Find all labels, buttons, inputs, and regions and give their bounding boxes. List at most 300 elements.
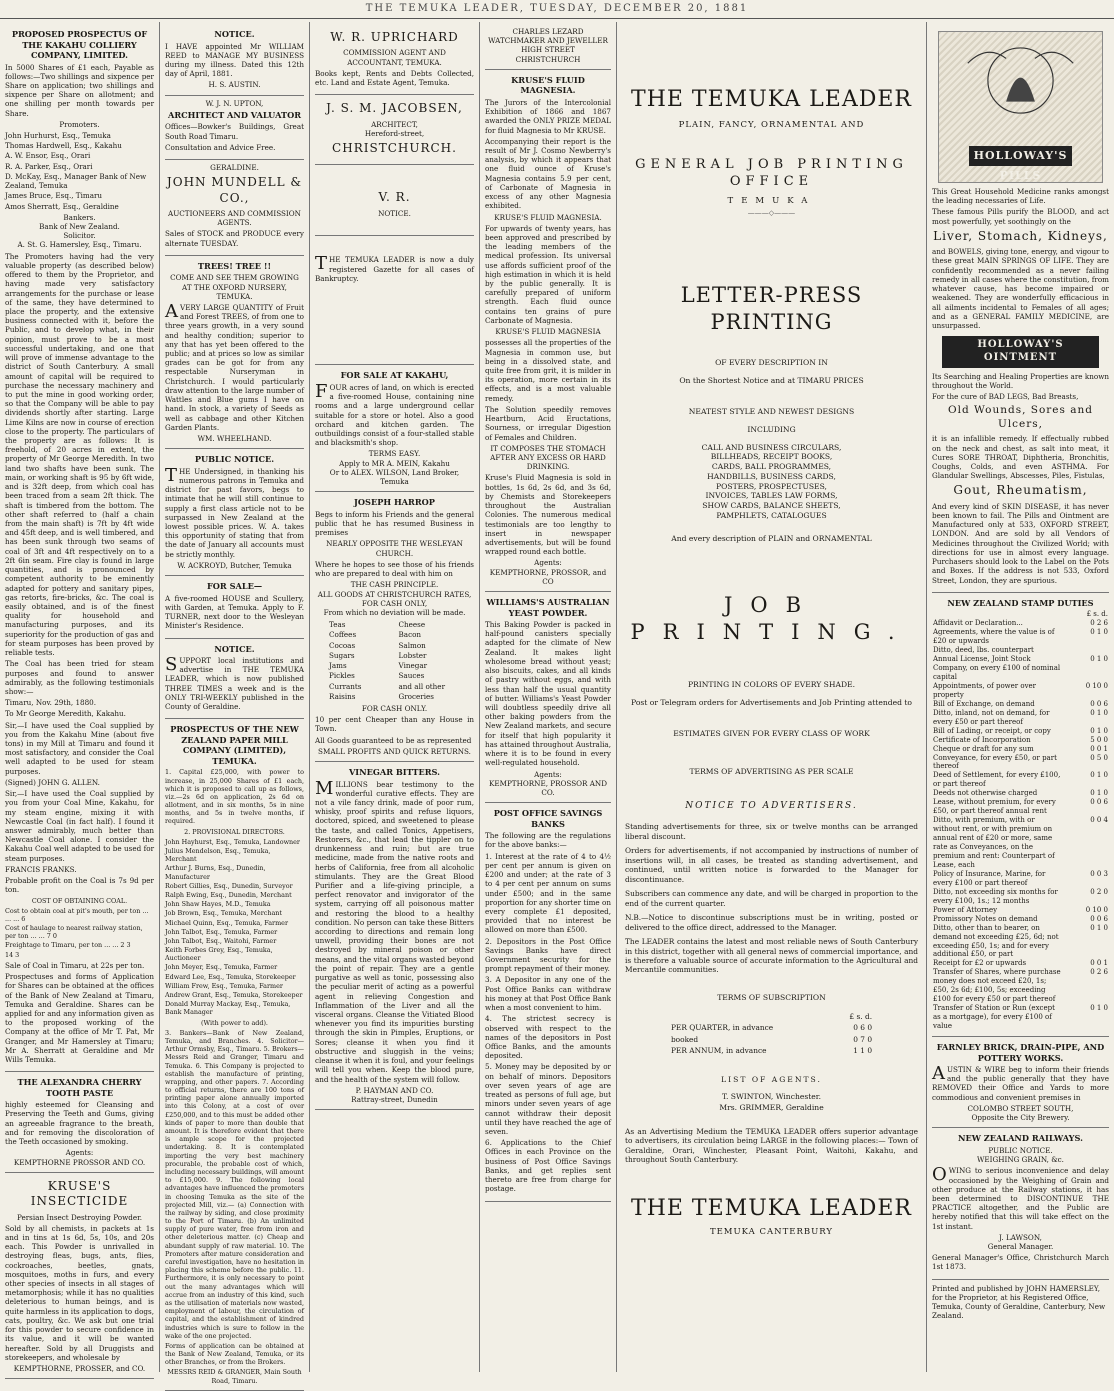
kruse-agents-heading: Agents:: [534, 558, 562, 568]
promoter-item: James Bruce, Esq., Timaru: [5, 191, 103, 201]
farnley-opposite: Opposite the City Brewery.: [971, 1113, 1070, 1123]
printing-item: PAMPHLETS, CATALOGUES: [716, 510, 827, 520]
duty-item: Affidavit or Declaration...: [933, 619, 1023, 628]
paper-mill-signature: MESSRS REID & GRANGER, Main South Road, Timaru.: [167, 1368, 302, 1385]
gazette-body: THE TEMUKA LEADER is now a duly registered Gazette for all cases of Bankruptcy.: [315, 253, 474, 283]
stamp-duties-table: [932, 610, 1109, 1031]
duty-value: 0 1 0: [1090, 789, 1108, 798]
duty-row: [932, 682, 1109, 700]
savings-bank-intro: The following are the regulations for the above banks:—: [485, 831, 611, 850]
reed-notice-title: NOTICE.: [214, 29, 255, 39]
crest-figure-icon: [939, 32, 1102, 152]
subscription-label: PER ANNUM, in advance: [670, 1046, 767, 1056]
paper-mill-prospectus: [165, 719, 304, 1391]
letterpress-heading: LETTER-PRESS PRINTING: [680, 283, 863, 334]
duty-item: Agreements, where the value is of £20 or upwards: [933, 628, 1055, 646]
williams-title: WILLIAMS'S AUSTRALIAN YEAST POWDER.: [486, 597, 610, 618]
tooth-paste-title: THE ALEXANDRA CHERRY TOOTH PASTE: [17, 1077, 142, 1098]
kruse-body-6: Kruse's Fluid Magnesia is sold in bottles, 1s 6d, 2s 6d, and 3s 6d, by Chemists and Storekeepers throughout the Australian Colonies. The numerous medical testimonials are too lengthy to insert in newspaper advertisements, but will be found wrapped round each bottle.: [485, 473, 611, 557]
farnley-body: AUSTIN & WIRE beg to inform their friends and the public generally that they have REMOVED their Office and Yards to more commodious and convenient premises in: [932, 1063, 1109, 1102]
promoter-item: A. W. Ensor, Esq., Orari: [5, 151, 91, 161]
agent-item: T. SWINTON, Winchester.: [722, 1092, 821, 1102]
holloway-crest-image: [938, 31, 1103, 183]
vinegar-bitters-ad: [315, 762, 474, 1110]
railways-subtitle: WEIGHING GRAIN, &c.: [977, 1155, 1064, 1165]
printing-item: INVOICES, TABLES LAW FORMS,: [705, 491, 838, 501]
grocery-item: and all other: [398, 681, 446, 691]
advertising-medium: As an Advertising Medium the TEMUKA LEADER offers superior advantage to advertisers, its circulation being LARGE in the following places:— Town of Geraldine, Orari, Winchester, Pleasant Point, Waitohi, Kakahu, and throughout South Canterbury.: [625, 1126, 918, 1165]
lezard-city: CHRISTCHURCH: [515, 54, 581, 64]
grocery-item: Lobster: [398, 650, 427, 660]
duty-item: Bill of Exchange, on demand: [933, 699, 1035, 708]
harrop-items: [315, 617, 474, 704]
page-header: THE TEMUKA LEADER, TUESDAY, DECEMBER 20, 1881: [0, 0, 1114, 19]
director-item: Keith Forbes Grey, Esq., Temuka, Auctioneer: [165, 946, 273, 963]
bankers-heading: Bankers.: [63, 212, 96, 222]
savings-rule: 3. A Depositor in any one of the Post Office Banks can withdraw his money at that Post Office Bank when a most convenient to him.: [485, 975, 611, 1013]
duty-row: [932, 628, 1109, 646]
tooth-paste-agents: KEMPTHORNE PROSSOR AND CO.: [13, 1157, 146, 1167]
harrop-items-left: [329, 619, 391, 702]
leader-description: The LEADER contains the latest and most reliable news of South Canterbury in this district, together with all general news of commercial importance, and is therefore a valuable source of accurate information to the Agricultural and Mercantile communities.: [625, 937, 918, 975]
tooth-paste-ad: [5, 1072, 154, 1173]
duty-item: Annual License, Joint Stock Company, on every £100 of nominal capital: [933, 655, 1061, 681]
standing-ads: Standing advertisements for three, six or twelve months can be arranged liberal discount.: [625, 822, 918, 841]
nb-text: N.B.—Notice to discontinue subscriptions must be in writing, posted or delivered to the office direct, addressed to the Manager.: [625, 913, 918, 932]
lezard-ad: [485, 24, 611, 70]
harrop-items-right: [399, 619, 461, 702]
duty-row: [932, 888, 1109, 906]
harrop-body2: Where he hopes to see those of his friends who are prepared to deal with him on: [315, 559, 474, 579]
director-item: John Shaw Hayes, M.D., Temuka: [165, 900, 271, 909]
duty-value: 0 1 0: [1090, 923, 1108, 932]
director-item: Ralph Ewing, Esq., Dunedin, Merchant: [165, 890, 292, 899]
harrop-goods: ALL GOODS AT CHRISTCHURCH RATES, FOR CASH ONLY,: [317, 589, 472, 608]
letter-signature: (Signed) JOHN G. ALLEN.: [5, 777, 100, 787]
duty-item: Deed of Settlement, for every £100, or part thereof: [933, 771, 1061, 789]
duty-row: [932, 655, 1109, 682]
williams-yeast-ad: [485, 592, 611, 803]
column-5-leader: [617, 22, 927, 1372]
director-item: John Talbot, Esq., Temuka, Farmer: [165, 927, 278, 936]
kruse-body-5: The Solution speedily removes Heartburn, Acid Eructations, Sourness, or irregular Digestion of Females and Children.: [485, 404, 611, 442]
vinegar-address: Rattray-street, Dunedin: [351, 1094, 438, 1104]
savings-bank-title: POST OFFICE SAVINGS BANKS: [493, 808, 603, 829]
lezard-name: CHARLES LEZARD: [512, 27, 584, 36]
kruse-caps: IT COMPOSES THE STOMACH AFTER ANY EXCESS OR HARD DRINKING.: [490, 443, 606, 472]
footer-sub: TEMUKA CANTERBURY: [709, 1226, 834, 1237]
grocery-item: Cheese: [398, 620, 426, 630]
leader-sub: PLAIN, FANCY, ORNAMENTAL AND: [678, 120, 865, 131]
promoter-item: R. A. Parker, Esq., Orari: [5, 161, 93, 171]
colliery-body: The Promoters having had the very valuable property (as described below) offered to them by the Proprietor, and having made very satisfactory arrangements for the purchase or lease of the same, they have determined to place the property, and the extensive business connected with it, before the Public, and to develop what, in their opinion, must prove to be a most successful undertaking, and one that will prove of immense advantage to the district of South Canterbury. A small amount of capital will be required to purchase the necessary machinery and to put the mine in good working order, so that the Company will be able to pay dividends shortly after starting. Large Lime Kilns are now in course of erection close to the property. The particulars of the property are as follows: It is freehold, of 20 acres in extent, the property of Mr George Meredith. In two land two shafts have been sunk. The main, or working shaft is 95 by 6ft wide, and is 32ft deep, from which coal has been traced from a seam 2ft thick. The shaft is timbered from the bottom. The other shaft referred to (half a chain from the main shaft) is 7ft by 4ft wide and 45ft deep, and is well timbered, and has been sunk through two seams of coal of 3ft and 4ft respectively on to a 2ft 6in seam. Fire clay is found in large quantities, and is pronounced by competent authority to be eminently adapted for pottery and sanitary pipes, gas retorts, fire-bricks, &c. The coal is easily obtained, and is of the finest quality for household and manufacturing purposes, and its superiority for the production of gas and for steam purposes has been proved by reliable tests.: [5, 251, 154, 658]
upton-ad: [165, 96, 304, 160]
duty-row: [932, 646, 1109, 655]
paper-mill-details: 3. Bankers—Bank of New Zealand, Temuka, and Branches. 4. Solicitor—Arthur Ormsby, Esq., Timaru. 5. Brokers—Messrs Reid and Granger, Timaru and Temuka. 6. This Company is projected to establish the manufacture of printing, wrapping, and other papers. 7. According to official returns, there are 100 tons of printing paper alone annually imported into this Colony, at a cost of over £250,000, and to this must be added other kinds of paper to more than double that amount. It is therefore evident that there is ample scope for the projected undertaking. 8. It is contemplated importing the very best machinery procurable, the probable cost of which, including necessary buildings, will amount to £15,000. 9. The following local advantages have influenced the promoters in choosing Temuka as the site of the projected Mill, viz.— (a) Connection with the railway by siding, and close proximity to the Port of Timaru. (b) An unlimited supply of pure water, free from iron and other deleterious matter. (c) Cheap and abundant supply of raw material. 10. The Promoters after mature consideration and careful investigation, have no hesitation in placing this scheme before the public. 11. Furthermore, it is only necessary to point out the many advantages which will accrue from an industry of this kind, such as the utilisation of materials now wasted, employment of labour, the circulation of capital, and the establishment of kindred industries which is sure to follow in the wake of the one projected.: [165, 1028, 304, 1340]
kakahu-body: FOUR acres of land, on which is erected a five-roomed House, containing nine rooms and a large underground cellar suitable for a store or hotel. Also a good orchard and kitchen garden. The outbuildings consist of a four-stalled stable and blacksmith's shop.: [315, 380, 474, 448]
upton-role: ARCHITECT AND VALUATOR: [167, 109, 302, 120]
subscription-row: [669, 1045, 874, 1056]
railways-notice-label: PUBLIC NOTICE.: [988, 1145, 1053, 1155]
kakahu-terms: TERMS EASY.: [368, 449, 421, 459]
duty-row: [932, 754, 1109, 772]
director-item: Arthur J. Burns, Esq., Dunedin, Manufacturer: [165, 864, 266, 881]
trees-body: AVERY LARGE QUANTITY of Fruit and Forest TREES, of from one to three years growth, in a very sound and healthy condition; superior to any that has yet been offered to the public; and at prices so low as similar grades can be got for from any respectable Nurseryman in Christchurch. I would particularly draw attention to the large number of Wattles and Blue gums I have on hand. In stock, a variety of Seeds as well as cabbage and other Kitchen Garden Plants.: [165, 300, 304, 432]
cost-line: Freightage to Timaru, per ton ... ... 2 3: [5, 941, 131, 950]
leader-masthead: THE TEMUKA LEADER: [631, 87, 912, 112]
uprichard-body: Books kept, Rents and Debts Collected, etc. Land and Estate Agent, Temuka.: [315, 68, 474, 88]
paper-mill-forms: Forms of application can be obtained at the Bank of New Zealand, Temuka, or its other Branches, or from the Brokers.: [165, 1341, 304, 1367]
duty-value: 0 0 3: [1090, 869, 1108, 878]
support-notice: [165, 639, 304, 720]
duty-value: 0 0 6: [1090, 914, 1108, 923]
printing-item: CARDS, BALL PROGRAMMES,: [711, 462, 832, 472]
public-notice-title: PUBLIC NOTICE.: [194, 454, 275, 465]
subscription-label: PER QUARTER, in advance: [670, 1023, 774, 1033]
duty-item: Ditto, with premium, with or without rent, or with premium on annual rent of £20 or more, same rate as Conveyances, on the premium and rent: Counterpart of Lease, each: [933, 816, 1055, 869]
job-printing-heading: JOB PRINTING.: [630, 593, 913, 645]
solicitor-text: A. St. G. Hamersley, Esq., Timaru.: [17, 240, 142, 250]
jacobsen-ad: [315, 95, 474, 165]
subscribers-text: Subscribers can commence any date, and will be charged in proportion to the end of the current quarter.: [625, 889, 918, 908]
cost-sale: Sale of Coal in Timaru, at 22s per ton.: [5, 960, 145, 970]
printing-items: [625, 443, 918, 521]
director-item: John Hayhurst, Esq., Temuka, Landowner: [165, 837, 300, 846]
duty-row: [932, 1004, 1109, 1031]
railways-title: NEW ZEALAND RAILWAYS.: [957, 1133, 1083, 1144]
agents-heading: LIST OF AGENTS.: [721, 1074, 822, 1084]
grocery-item: Vinegar: [398, 661, 428, 671]
farnley-title: FARNLEY BRICK, DRAIN-PIPE, AND POTTERY WORKS.: [936, 1042, 1105, 1063]
duty-row: [932, 906, 1109, 915]
paper-mill-title: PROSPECTUS OF THE NEW ZEALAND PAPER MILL COMPANY (LIMITED), TEMUKA.: [170, 724, 299, 766]
railways-office: General Manager's Office, Christchurch March 1st 1873.: [932, 1253, 1109, 1272]
grocery-item: Groceries: [398, 691, 434, 701]
duty-value: 0 1 0: [1090, 726, 1108, 735]
promoters-list: [5, 131, 154, 211]
duty-item: Transfer of Shares, where purchase money does not exceed £20, 1s; £50, 2s 6d; £100, 5s; exceeding £100 for every £50 or part thereof: [933, 968, 1061, 1004]
printing-item: POSTERS, PROSPECTUSES,: [716, 481, 827, 491]
estimates-line: ESTIMATES GIVEN FOR EVERY CLASS OF WORK: [673, 729, 870, 739]
duty-row: [932, 789, 1109, 798]
subscription-row: [669, 1022, 874, 1033]
duty-item: Certificate of Incorporation: [933, 735, 1031, 744]
vr-notice-title: NOTICE.: [378, 208, 411, 218]
director-item: William Frew, Esq., Temuka, Farmer: [165, 981, 283, 990]
duty-row: [932, 771, 1109, 789]
neatest-style: NEATEST STYLE AND NEWEST DESIGNS: [688, 407, 855, 417]
kakahu-sale-ad: [315, 365, 474, 492]
duty-value: 0 0 1: [1090, 744, 1108, 753]
public-notice-butcher: [165, 449, 304, 576]
insecticide-body: Sold by all chemists, in packets at 1s and in tins at 1s 6d, 5s, 10s, and 20s each. This Powder is unrivalled in destroying fleas, bugs, ants, flies, cockroaches, beetles, gnats, mosquitoes, moths in furs, and every other species of insects in all stages of metamorphosis; while it has no qualities deleterious to human beings, and is quite harmless in its application to dogs, cats, poultry, &c. We ask but one trial for this powder to secure confidence in its value, and it will be wanted hereafter. Sold by all Druggists and storekeepers, and wholesale by: [5, 1223, 154, 1362]
duty-cols: £ s. d.: [1086, 610, 1108, 619]
harrop-guarantee: All Goods guaranteed to be as represented: [315, 735, 472, 745]
column-1: [0, 22, 160, 1372]
leader-town: TEMUKA: [727, 196, 816, 207]
duty-value: 0 1 0: [1090, 708, 1108, 717]
duty-row: [932, 700, 1109, 709]
reed-notice-body: I HAVE appointed Mr WILLIAM REED to MANAGE MY BUSINESS during my illness. Dated this 12th day of April, 1881.: [165, 41, 304, 79]
cost-line: Cost to obtain coal at pit's mouth, per ton ... ... ... 6: [5, 906, 149, 923]
duty-value: 0 1 0: [1090, 771, 1108, 780]
jacobsen-city: CHRISTCHURCH.: [332, 141, 457, 156]
grocery-item: Sauces: [398, 671, 425, 681]
duty-value: [1063, 646, 1109, 655]
duty-row: [932, 968, 1109, 1004]
uprichard-ad: [315, 24, 474, 95]
insecticide-subtitle: Persian Insect Destroying Powder.: [16, 1212, 143, 1222]
jacobsen-name: J. S. M. JACOBSEN,: [326, 101, 463, 116]
director-item: Job Brown, Esq., Temuka, Merchant: [165, 909, 282, 918]
tooth-paste-body: highly esteemed for Cleansing and Preserving the Teeth and Gums, giving an agreeable fragrance to the breath, and for removing the discoloration of the Teeth occasioned by smoking.: [5, 1100, 154, 1147]
director-item: Michael Quinn, Esq., Temuka, Farmer: [165, 918, 289, 927]
duty-value: 0 1 0: [1090, 655, 1108, 664]
grocery-item: Jams: [329, 661, 347, 671]
duty-value: 0 5 0: [1090, 753, 1108, 762]
colliery-title: PROPOSED PROSPECTUS OF THE KAKAHU COLLIERY COMPANY, LIMITED.: [11, 29, 148, 60]
mundell-name: JOHN MUNDELL & CO.,: [166, 175, 303, 205]
paper-mill-directors: [165, 838, 304, 1017]
every-description: OF EVERY DESCRIPTION IN: [715, 357, 828, 367]
notice-to-advertisers: NOTICE TO ADVERTISERS.: [685, 800, 858, 811]
pills-body: These famous Pills purify the BLOOD, and act most powerfully, yet soothingly on the: [932, 207, 1109, 226]
director-item: Andrew Grant, Esq., Temuka, Storekeeper: [165, 991, 303, 999]
printing-item: HANDBILLS, BUSINESS CARDS,: [707, 471, 836, 481]
savings-rule: 5. Money may be deposited by or on behalf of minors. Depositors over seven years of age are treated as persons of full age, but minors under seven years of age cannot withdraw their deposit until they have reached the age of seven.: [485, 1062, 611, 1136]
subscription-amount: 0 7 0: [853, 1034, 873, 1044]
stamp-duties: [932, 593, 1109, 1037]
kruse-body-3: For upwards of twenty years, has been approved and prescribed by the leading members of the medical profession. Its universal use affords sufficient proof of the high estimation in which it is held by the public generally. It is carefully prepared of uniform strength. Each fluid ounce contains ten grains of pure Carbonate of Magnesia.: [485, 223, 611, 325]
savings-rule: 6. Applications to the Chief Offices in each Province on the business of Post Office Savings Banks, and get replies sent thereto are free from charge for postage.: [485, 1138, 611, 1194]
grocery-item: Pickles: [329, 671, 355, 681]
duty-value: 0 1 0: [1090, 1004, 1108, 1013]
job-printing-office: GENERAL JOB PRINTING OFFICE: [635, 157, 908, 189]
grocery-item: Coffees: [329, 630, 357, 640]
duty-item: Power of Attorney: [933, 905, 998, 914]
mundell-ad: [165, 160, 304, 256]
duty-item: Conveyance, for every £50, or part thereof: [933, 753, 1057, 771]
house-for-sale-ad: [165, 576, 304, 638]
duty-item: Promissory Notes on demand: [933, 914, 1038, 923]
cost-line: Cost of haulage to nearest railway station, per ton ... ... 7 0: [5, 924, 143, 941]
harrop-cheap: 10 per cent Cheaper than any House in Town.: [315, 715, 474, 734]
duty-value: 0 2 6: [1090, 619, 1108, 628]
subscription-header-row: [669, 1011, 874, 1022]
duty-value: 0 2 6: [1090, 968, 1108, 977]
duty-row: [932, 727, 1109, 736]
duty-value: 0 0 6: [1090, 699, 1108, 708]
kruse-body-4: possesses all the properties of the Magnesia in common use, but being in a dissolved state, and quite free from grit, it is milder in its operation, more certain in its effects, and is a most valuable remedy.: [485, 338, 611, 403]
stamp-duties-title: NEW ZEALAND STAMP DUTIES: [947, 597, 1094, 608]
duty-item: Transfer of Station or Run (except as a mortgage), for every £100 of value: [933, 1004, 1055, 1031]
upton-fee: Consultation and Advice Free.: [165, 142, 276, 152]
grocery-item: Currants: [329, 681, 362, 691]
lezard-street: HIGH STREET: [521, 45, 575, 55]
shortest-notice: On the Shortest Notice and at TIMARU PRICES: [679, 375, 864, 385]
kruse-agents: KEMPTHORNE, PROSSOR, and CO: [489, 567, 607, 586]
farnley-ad: [932, 1037, 1109, 1128]
grocery-item: Cocoas: [329, 640, 356, 650]
public-notice-signature: W. ACKROYD, Butcher, Temuka: [177, 560, 292, 570]
kakahu-apply: Apply to MR A. MEIN, Kakahu: [339, 458, 450, 468]
grocery-item: Bacon: [398, 630, 422, 640]
duty-item: Ditto, other than to bearer, on demand not exceeding £25, 6d; not exceeding £50, 1s; and for every additional £50, or part: [933, 923, 1059, 959]
vinegar-title: VINEGAR BITTERS.: [348, 767, 441, 778]
duty-item: Lease, without premium, for every £50, or part thereof annual rent: [933, 798, 1056, 816]
ointment-big: Old Wounds, Sores and Ulcers,: [948, 404, 1093, 430]
upton-name: W. J. N. UPTON,: [205, 98, 264, 108]
column-6: [927, 22, 1114, 1372]
subscription-heading: TERMS OF SUBSCRIPTION: [717, 992, 826, 1002]
duty-row: [932, 816, 1109, 870]
printing-item: SHOW CARDS, BALANCE SHEETS,: [702, 501, 841, 511]
promoter-item: Thomas Hardwell, Esq., Kakahu: [5, 141, 122, 151]
lezard-role: WATCHMAKER AND JEWELLER: [488, 36, 608, 46]
kakahu-or: Or to ALEX. WILSON, Land Broker, Temuka: [329, 467, 460, 487]
colliery-intro: In 5000 Shares of £1 each, Payable as follows:—Two shillings and sixpence per Share on application; two shillings and sixpence per Share on allotment; and one shilling per month towards per Share.: [5, 62, 154, 118]
ointment-cure: For the cure of BAD LEGS, Bad Breasts,: [932, 392, 1079, 402]
savings-rule: 2. Depositors in the Post Office Savings Banks have direct Government security for the prompt repayment of their money.: [485, 936, 611, 974]
director-item: John Talbot, Esq., Waitohi, Farmer: [165, 936, 277, 945]
uprichard-name: W. R. UPRICHARD: [330, 30, 459, 44]
paper-mill-power: (With power to add).: [201, 1018, 268, 1027]
promoter-item: D. McKay, Esq., Manager Bank of New Zealand, Temuka: [5, 171, 147, 191]
support-title: NOTICE.: [214, 643, 255, 654]
director-item: John Meyer, Esq., Temuka, Farmer: [165, 963, 278, 972]
duty-value: 0 10 0: [1085, 905, 1108, 914]
railways-notice: [932, 1128, 1109, 1279]
grocery-item: Sugars: [329, 650, 355, 660]
director-item: Julius Mendelson, Esq., Temuka, Merchant: [165, 847, 271, 864]
column-4: [480, 22, 617, 1372]
harrop-small-profits: SMALL PROFITS AND QUICK RETURNS.: [318, 746, 471, 756]
director-item: Edward Lee, Esq., Temuka, Storekeeper: [165, 972, 296, 981]
insecticide-agent: KEMPTHORNE, PROSSER, and CO.: [13, 1364, 146, 1373]
colors-line: PRINTING IN COLORS OF EVERY SHADE.: [687, 679, 856, 689]
column-2: [160, 22, 310, 1385]
every-desc-plain: And every description of PLAIN and ORNAMENTAL: [671, 534, 872, 544]
promoter-item: Amos Sherratt, Esq., Geraldine: [5, 201, 119, 211]
promoters-heading: Promoters.: [59, 119, 100, 129]
orders-line: Post or Telegram orders for Advertisements and Job Printing attended to: [631, 697, 912, 707]
ointment-body-2: And every kind of SKIN DISEASE, it has never been known to fail. The Pills and Ointment are Manufactured only at 533, OXFORD STREET, LONDON. And are sold by all Vendors of Medicines throughout the Civilized World; with directions for use in almost every language. Purchasers should look to the Label on the Pots and Boxes. If the address is not 533, Oxford Street, London, they are spurious.: [932, 501, 1109, 585]
duty-row: [932, 709, 1109, 727]
trees-ad: [165, 256, 304, 449]
paper-mill-directors-heading: 2. PROVISIONAL DIRECTORS.: [184, 827, 285, 836]
agent-list: [625, 1092, 918, 1112]
kakahu-title: FOR SALE AT KAKAHU,: [340, 370, 449, 381]
pills-banner: HOLLOWAY'S PILLS: [969, 146, 1072, 166]
vinegar-signature: P. HAYMAN AND CO.: [355, 1085, 434, 1095]
reed-notice-signature: H. S. AUSTIN.: [208, 80, 261, 90]
duty-row: [932, 619, 1109, 628]
insecticide-title: KRUSE'S INSECTICIDE: [30, 1178, 129, 1209]
savings-bank-rules: [485, 852, 611, 1194]
duty-value: 0 0 6: [1090, 798, 1108, 807]
trees-title: TREES! TREE !!: [197, 260, 272, 271]
farnley-location: COLOMBO STREET SOUTH,: [967, 1103, 1074, 1113]
column-3: [310, 22, 480, 1372]
duty-value: 0 2 0: [1090, 887, 1108, 896]
profit-note: Probable profit on the Coal is 7s 9d per ton.: [5, 876, 154, 895]
letter2-body: Sir,—I have used the Coal supplied by you from your Coal Mine, Kakahu, for my steam engine, mixing it with Newcastle Coal (in fact half). I found it answer admirably, much better than Newcastle Coal alone. I consider the Kakahu Coal well adapted to be used for steam purposes.: [5, 789, 154, 863]
williams-agents: KEMPTHORNE, PROSSOR AND CO.: [489, 778, 607, 797]
duty-item: Deeds not otherwise charged: [933, 789, 1038, 798]
grocery-item: Teas: [329, 620, 346, 630]
kruse-body-1: The Jurors of the Intercolonial Exhibition of 1866 and 1867 awarded the ONLY PRIZE MEDAL for fluid Magnesia to Mr KRUSE.: [485, 97, 611, 135]
duty-item: Policy of Insurance, Marine, for every £100 or part thereof: [933, 869, 1046, 887]
public-notice-body: THE Undersigned, in thanking his numerous patrons in Temuka and district for past favors, begs to intimate that he will still continue to supply a first class article not to be surpassed in New Zealand at the lowest possible prices. W. A. takes this opportunity of stating that from the date of January all accounts must be strictly monthly.: [165, 464, 304, 559]
cost-line: 14 3: [5, 950, 20, 959]
williams-body: This Baking Powder is packed in half-pound canisters specially adapted for the climate of New Zealand. It makes light wholesome bread without yeast; also biscuits, cakes, and all kinds of pastry without eggs, and with less than half the usual quantity of butter. Williams's Yeast Powder will doubtless speedily drive all other baking powders from the New Zealand markets, and secure for itself that high popularity it has attained throughout Australia, where it is to be found in every well-regulated household.: [485, 620, 611, 768]
printing-item: CALL AND BUSINESS CIRCULARS,: [701, 442, 842, 452]
director-item: Robert Gillies, Esq., Dunedin, Surveyor: [165, 881, 293, 890]
cost-list: [5, 907, 154, 959]
duty-row: [932, 915, 1109, 924]
duty-item: Cheque or draft for any sum: [933, 744, 1034, 753]
duty-header-row: [932, 610, 1109, 619]
tooth-paste-agents-heading: Agents:: [65, 1148, 94, 1158]
ornament-divider: ———◇———: [747, 209, 796, 218]
gazette-notice: [315, 236, 474, 365]
support-body: SUPPORT local institutions and advertise in THE TEMUKA LEADER, which is now published THREE TIMES a week and is the ONLY TRI-WEEKLY published in the County of Geraldine.: [165, 654, 304, 712]
mundell-body: Sales of STOCK and PRODUCE every alternate TUESDAY.: [165, 229, 304, 248]
colliery-prospectus: [5, 24, 154, 1072]
subscription-amount: 0 6 0: [853, 1023, 873, 1033]
subscription-cols: £ s. d.: [849, 1011, 873, 1021]
duty-row: [932, 870, 1109, 888]
solicitor-heading: Solicitor.: [63, 231, 96, 241]
pills-big: Liver, Stomach, Kidneys,: [933, 228, 1108, 243]
ointment-banner: HOLLOWAY'S OINTMENT: [942, 336, 1099, 368]
subscription-table: [669, 1011, 874, 1057]
pills-intro: This Great Household Medicine ranks amongst the leading necessaries of Life.: [932, 187, 1109, 206]
letter-to: To Mr George Meredith, Kakahu.: [5, 709, 126, 719]
harrop-cash: FOR CASH ONLY.: [361, 703, 428, 713]
ointment-body: it is an infallible remedy. If effectually rubbed on the neck and chest, as salt into meat, it Cures SORE THROAT, Diphtheria, Bronchitis, Coughs, Colds, and even ASTHMA. For Glandular Swellings, Abscesses, Piles, Fistulas,: [932, 434, 1109, 481]
colliery-closing: Prospectuses and forms of Application for Shares can be obtained at the offices of the Bank of New Zealand at Timaru, Temuka and Geraldine. Shares can be applied for and any information given as to the proposed working of the Company at the office of Mr T. Pat, Mr Granger, and Mr Hamersley at Timaru; Mr A. Sherratt at Geraldine and Mr Wills Temuka.: [5, 972, 154, 1065]
savings-bank-ad: [485, 803, 611, 1201]
kruse-magnesia-ad: [485, 70, 611, 592]
duty-item: Ditto, inland, not on demand, for every £50 or part thereof: [933, 708, 1050, 726]
jacobsen-role: ARCHITECT,: [371, 119, 418, 129]
jacobsen-address: Hereford-street,: [364, 128, 425, 138]
railways-role: General Manager.: [987, 1242, 1054, 1252]
kruse-title: KRUSE'S FLUID MAGNESIA.: [511, 74, 585, 96]
savings-rule: 1. Interest at the rate of 4 to 4½ per cent per annum is given on £200 and under; at the rate of 3 to 4 per cent per annum on sums under £500; and in the same proportion for any shorter time on every complete £1 deposited, provided that no interest be allowed on more than £500.: [485, 851, 611, 935]
promoter-item: John Hurhurst, Esq., Temuka: [5, 131, 111, 141]
duty-item: Ditto, deed, lbs. counterpart: [933, 646, 1034, 655]
trees-signature: WM. WHEELHAND.: [197, 434, 272, 443]
grocery-item: Raisins: [329, 691, 356, 701]
agent-item: Mrs. GRIMMER, Geraldine: [719, 1102, 824, 1112]
harrop-title: JOSEPH HARROP: [354, 497, 435, 508]
reed-notice: [165, 24, 304, 96]
mundell-role: AUCTIONEERS AND COMMISSION AGENTS.: [168, 208, 301, 228]
duty-row: [932, 798, 1109, 816]
harrop-from: From which no deviation will be made.: [323, 607, 466, 617]
duty-value: 0 0 4: [1090, 816, 1108, 825]
terms-line: TERMS OF ADVERTISING AS PER SCALE: [689, 767, 854, 777]
cost-heading: COST OF OBTAINING COAL.: [31, 896, 128, 905]
vr-letters: V. R.: [378, 190, 411, 205]
house-sale-body: A five-roomed HOUSE and Scullery, with Garden, at Temuka. Apply to F. TURNER, next door to the Wesleyan Minister's Residence.: [165, 593, 304, 631]
railways-body: OWING to serious inconvenience and delay occasioned by the Weighing of Grain and other produce at the Railway stations, it has been determined to DISCONTINUE THE PRACTICE altogether, and the Public are hereby notified that this will take effect on the 1st instant.: [932, 1164, 1109, 1231]
duty-value: 0 10 0: [1085, 681, 1108, 690]
printing-item: BILLHEADS, RECEIPT BOOKS,: [710, 452, 833, 462]
savings-rule: 4. The strictest secrecy is observed with respect to the names of the depositors in Post Office Banks, and the amounts deposited.: [485, 1014, 611, 1061]
